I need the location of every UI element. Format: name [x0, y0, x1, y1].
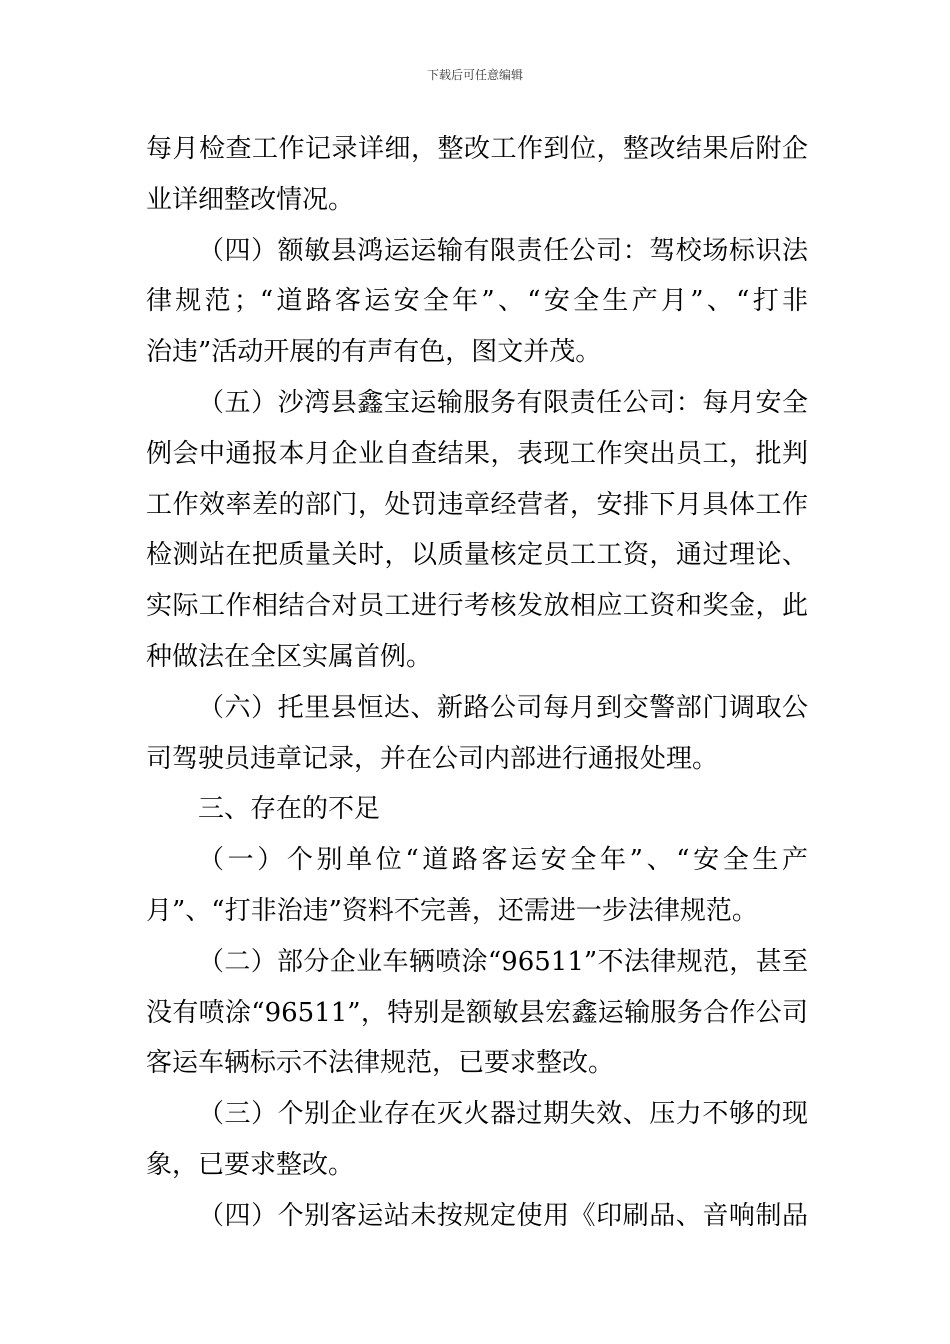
text-line: 工作效率差的部门，处罚违章经营者，安排下月具体工作 — [146, 489, 808, 520]
text-line: 月”、“打非治违”资料不完善，还需进一步法律规范。 — [146, 895, 758, 926]
document-body — [146, 124, 808, 1242]
text-line: 例会中通报本月企业自查结果，表现工作突出员工，批判 — [146, 438, 808, 469]
text-line: （二）部分企业车辆喷涂“96511”不法律规范，甚至 — [198, 946, 808, 977]
text-line: （四）个别客运站未按规定使用《印刷品、音响制品 — [198, 1200, 808, 1231]
text-line: （六）托里县恒达、新路公司每月到交警部门调取公 — [198, 692, 808, 723]
text-line: 客运车辆标示不法律规范，已要求整改。 — [146, 1048, 615, 1079]
text-line: 治违”活动开展的有声有色，图文并茂。 — [146, 337, 602, 368]
text-line: 检测站在把质量关时，以质量核定员工工资，通过理论、 — [146, 540, 808, 571]
text-line: （一）个别单位“道路客运安全年”、“安全生产 — [198, 845, 808, 876]
page-header: 下载后可任意编辑 — [426, 68, 523, 82]
text-line: 种做法在全区实属首例。 — [146, 641, 433, 672]
section-heading: 三、存在的不足 — [198, 794, 381, 825]
text-line: （三）个别企业存在灭火器过期失效、压力不够的现 — [198, 1099, 808, 1130]
text-line: 每月检查工作记录详细，整改工作到位，整改结果后附企 — [146, 134, 808, 164]
text-line: （四）额敏县鸿运运输有限责任公司：驾校场标识法 — [198, 235, 808, 266]
text-line: 象，已要求整改。 — [146, 1149, 355, 1180]
text-line: 实际工作相结合对员工进行考核发放相应工资和奖金，此 — [146, 591, 808, 622]
text-line: 律规范；“道路客运安全年”、“安全生产月”、“打非 — [146, 286, 808, 317]
text-line: 司驾驶员违章记录，并在公司内部进行通报处理。 — [146, 743, 719, 774]
text-line: 业详细整改情况。 — [146, 184, 355, 215]
text-line: （五）沙湾县鑫宝运输服务有限责任公司：每月安全 — [198, 387, 808, 418]
text-line: 没有喷涂“96511”，特别是额敏县宏鑫运输服务合作公司 — [146, 997, 808, 1028]
